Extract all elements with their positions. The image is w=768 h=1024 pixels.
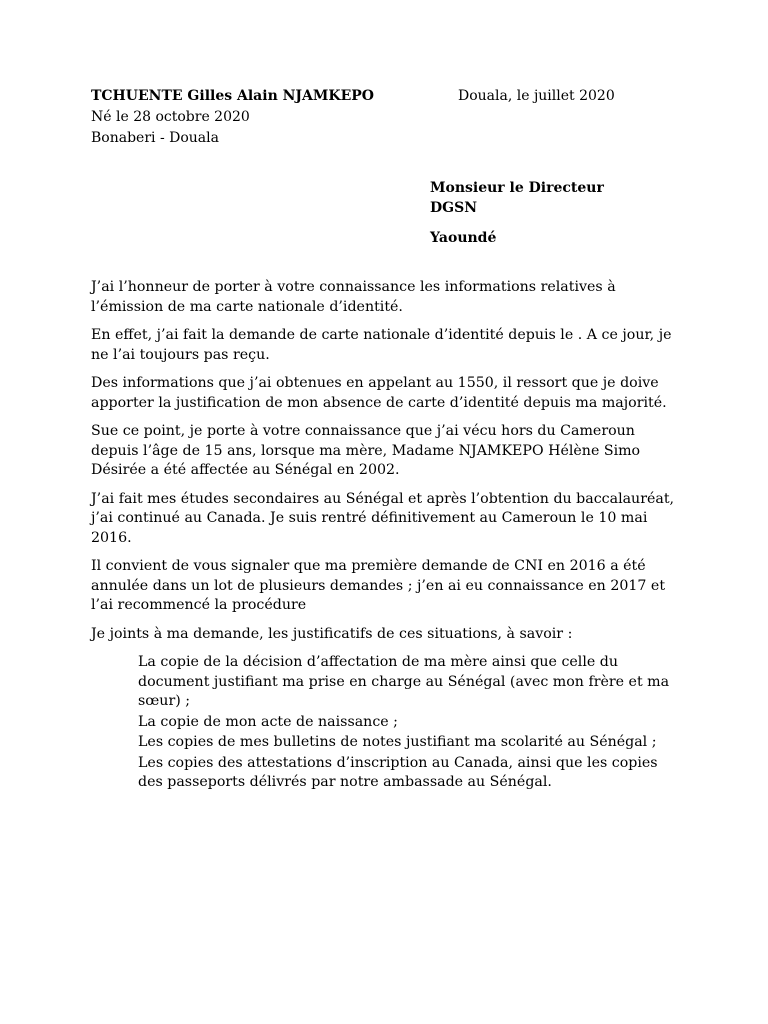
recipient-city: Yaoundé (430, 230, 497, 246)
list-item-text: Les copies de mes bulletins de notes justifiant ma scolarité au Sénégal ; (138, 734, 657, 750)
list-item-text: La copie de la décision d’affectation de ma mère ainsi que celle du document justifiant ma prise en charge au Sénégal (avec mon frère et ma sœur) ; (138, 654, 670, 709)
sender-birth: Né le 28 octobre 2020 (91, 109, 250, 125)
sender-name: TCHUENTE Gilles Alain NJAMKEPO (91, 88, 374, 104)
body-paragraph: Je joints à ma demande, les justificatifs de ces situations, à savoir : (91, 625, 573, 642)
list-item (91, 713, 681, 733)
sender-address: Bonaberi - Douala (91, 130, 219, 146)
body-paragraph: J’ai l’honneur de porter à votre connaissance les informations relatives à l’émission de ma carte nationale d’identité. (91, 279, 616, 315)
recipient-title: Monsieur le Directeur (430, 180, 604, 196)
list-item-text: Les copies des attestations d’inscription au Canada, ainsi que les copies des passeports délivrés par notre ambassade au Sénégal. (138, 754, 658, 790)
body-paragraph: Des informations que j’ai obtenues en appelant au 1550, il ressort que je doive apporter la justification de mon absence de carte d’identité depuis ma majorité. (91, 375, 667, 411)
letter-date: Douala, le juillet 2020 (458, 88, 615, 104)
body-paragraph: J’ai fait mes études secondaires au Sénégal et après l’obtention du baccalauréat, j’ai continué au Canada. Je suis rentré définitivement au Cameroun le 10 mai 2016. (91, 490, 675, 546)
attachments-list (91, 653, 681, 793)
recipient-org: DGSN (430, 200, 478, 216)
list-item (91, 754, 681, 793)
list-item (91, 733, 681, 753)
list-item (91, 653, 681, 712)
body-paragraph: Il convient de vous signaler que ma première demande de CNI en 2016 a été annulée dans un lot de plusieurs demandes ; j’en ai eu connaissance en 2017 et l’ai recommencé la procédure (91, 558, 666, 613)
list-item-text: La copie de mon acte de naissance ; (138, 713, 398, 730)
body-paragraph: Sue ce point, je porte à votre connaissance que j’ai vécu hors du Cameroun depuis l’âge de 15 ans, lorsque ma mère, Madame NJAMKEPO Hélène Simo Désirée a été affectée au Sénégal en 2002. (91, 423, 641, 478)
sender-block (91, 86, 374, 149)
body-paragraph: En effet, j’ai fait la demande de carte nationale d’identité depuis le . A ce jour, je ne l’ai toujours pas reçu. (91, 327, 672, 363)
recipient-block (430, 178, 604, 248)
letter-body (91, 278, 681, 794)
